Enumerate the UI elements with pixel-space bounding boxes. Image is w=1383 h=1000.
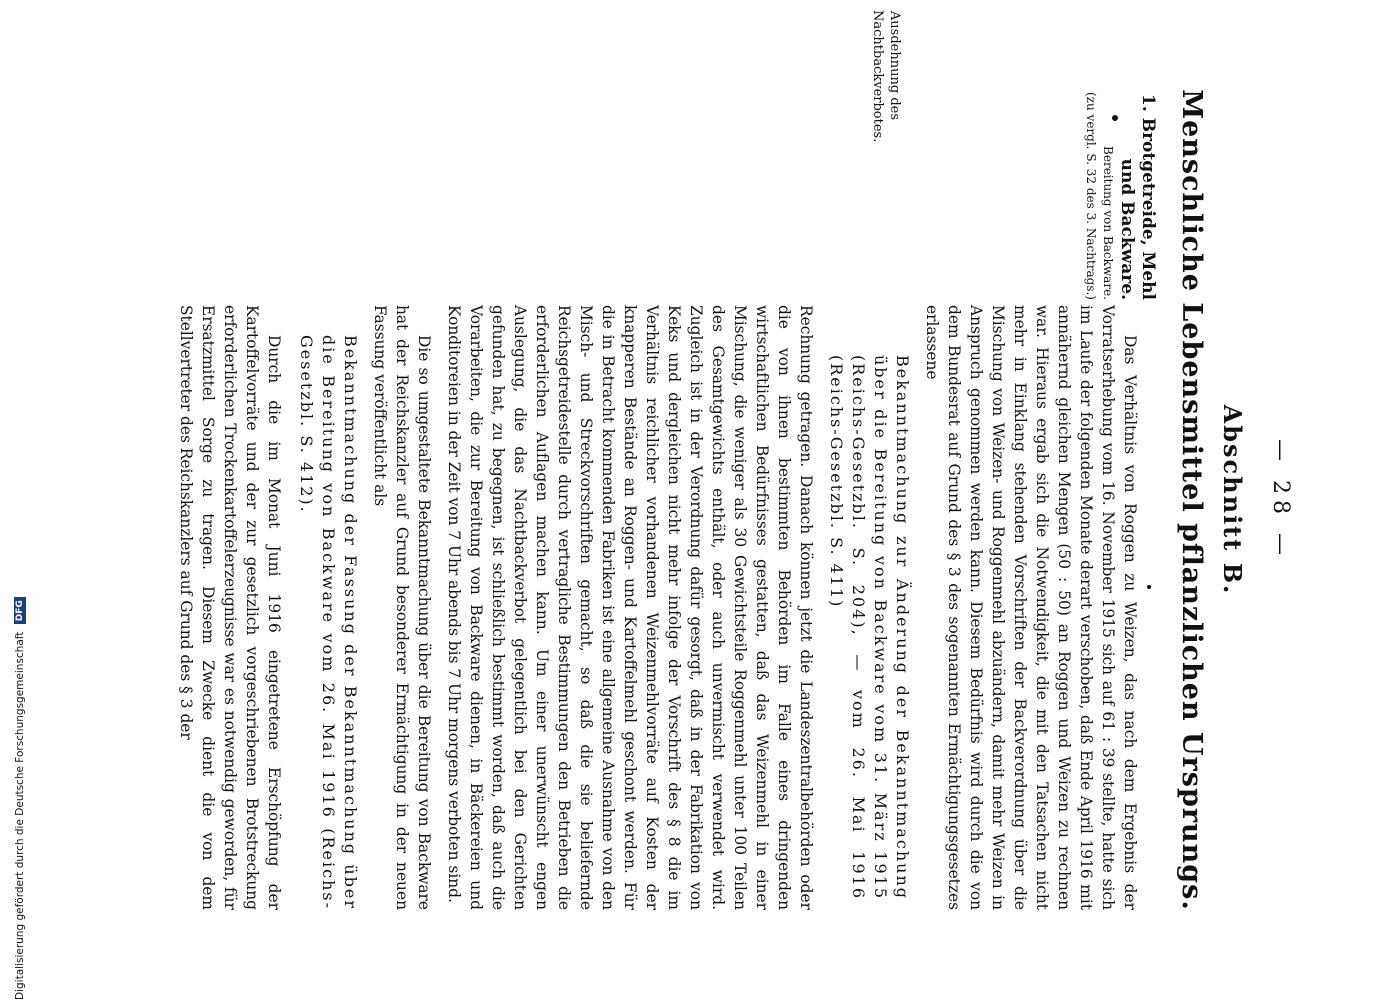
subheading: Menschliche Lebensmittel pflanzlichen Ursprungs. xyxy=(1176,89,1207,911)
decree-title: Bekanntmachung der Fassung der Bekanntmachung über die Bereitung von Backware vom 26. Mai 1916 (Reichs-Gesetzbl. S. 412). xyxy=(297,335,360,910)
ink-speck xyxy=(1112,115,1118,121)
paragraph: Die so umgestaltete Bekanntmachung über die Bereitung von Backware hat der Reichskanzler auf Grund besonderer Ermächtigung in der neuen Fassung veröffentlicht als xyxy=(371,305,433,910)
section-heading: Abschnitt B. xyxy=(1218,404,1247,596)
footer-text: Digitalisierung gefördert durch die Deutsche Forschungsgemeinschaft xyxy=(14,631,26,1000)
page-number: — 28 — xyxy=(1268,439,1293,561)
body-text xyxy=(175,305,1141,910)
margin-note-subtitle: Bereitung von Backware. xyxy=(1101,146,1115,300)
paragraph: Das Verhältnis von Roggen zu Weizen, das nach dem Ergebnis der Vorratserhebung vom 16. November 1915 sich auf 61 : 39 stellte, hatte sich im Laufe der folgenden Monate derart verschoben, daß Ende April 1916 mit annähernd gleichen Mengen (50 : 50) an Roggen und Weizen zu rechnen war. Hieraus ergab sich die Notwendigkeit, die mit den Tatsachen nicht mehr in Einklang stehenden Vorschriften der Backverordnung über die Mischung von Weizen- und Roggenmehl abzuändern, damit mehr Weizen in Anspruch genommen werden kann. Diesem Bedürfnis wird durch die von dem Bundesrat auf Grund des § 3 des sogenannten Ermächtigungsgesetzes erlassene xyxy=(923,305,1139,910)
dfg-logo: DFG xyxy=(14,597,26,624)
margin-note-title: 1. Brotgetreide, Mehl und Backware. xyxy=(1117,94,1158,300)
paragraph: Durch die im Monat Juni 1916 eingetretene Erschöpfung der Kartoffelvorräte und der zur gesetzlich vorgeschriebenen Brotstreckung erforderlichen Trockenkartoffelerzeugnisse war es notwendig geworden, für Ersatzmittel Sorge zu tragen. Diesem Zwecke dient die von dem Stellvertreter des Reichskanzlers auf Grund des § 3 der xyxy=(177,305,283,910)
margin-note-ref: (zu vergl. S. 32 des 3. Nachtrags.) xyxy=(1084,92,1098,300)
margin-note-bread xyxy=(1082,70,1158,300)
decree-title: Bekanntmachung zur Änderung der Bekanntmachung über die Bereitung von Backware vom 31. März 1915 (Reichs-Gesetzbl. S. 204), — vom 26. Mai 1916 (Reichs-Gesetzbl. S. 411) xyxy=(827,355,912,900)
ink-speck xyxy=(1147,585,1151,589)
footer-strip xyxy=(0,0,26,1000)
margin-note-night-baking: Ausdehnung des Nachtbackverbotes. xyxy=(870,10,902,143)
paragraph: Rechnung getragen. Danach können jetzt die Landeszentralbehörden oder die von ihnen bestimmten Behörden im Falle eines dringenden wirtschaftlichen Bedürfnisses gestatten, daß das Weizenmehl in einer Mischung, die weniger als 30 Gewichtsteile Roggenmehl unter 100 Teilen des Gesamtgewichts enthält, oder auch unvermischt verwendet wird. Zugleich ist in der Verordnung dafür gesorgt, daß in der Fabrikation von Keks und dergleichen nicht mehr infolge der Vorschrift des § 8 die im Verhältnis reichlicher vorhandenen Weizenmehlvorräte auf Kosten der knapperen Bestände an Roggen- und Kartoffelmehl geschont werden. Für die in Betracht kommenden Fabriken ist eine allgemeine Ausnahme von den Misch- und Streckvorschriften gemacht, so daß die sie beliefernde Reichsgetreidestelle durch vertragliche Bestimmungen den Betrieben die erforderlichen Auflagen machen kann. Um einer unerwünscht engen Auslegung, die das Nachtbackverbot gelegentlich bei den Gerichten gefunden hat, zu begegnen, ist schließlich bestimmt worden, daß auch die Vorarbeiten, die zur Bereitung von Backware dienen, in Bäckereien und Konditoreien in der Zeit von 7 Uhr abends bis 7 Uhr morgens verboten sind. xyxy=(445,305,815,910)
